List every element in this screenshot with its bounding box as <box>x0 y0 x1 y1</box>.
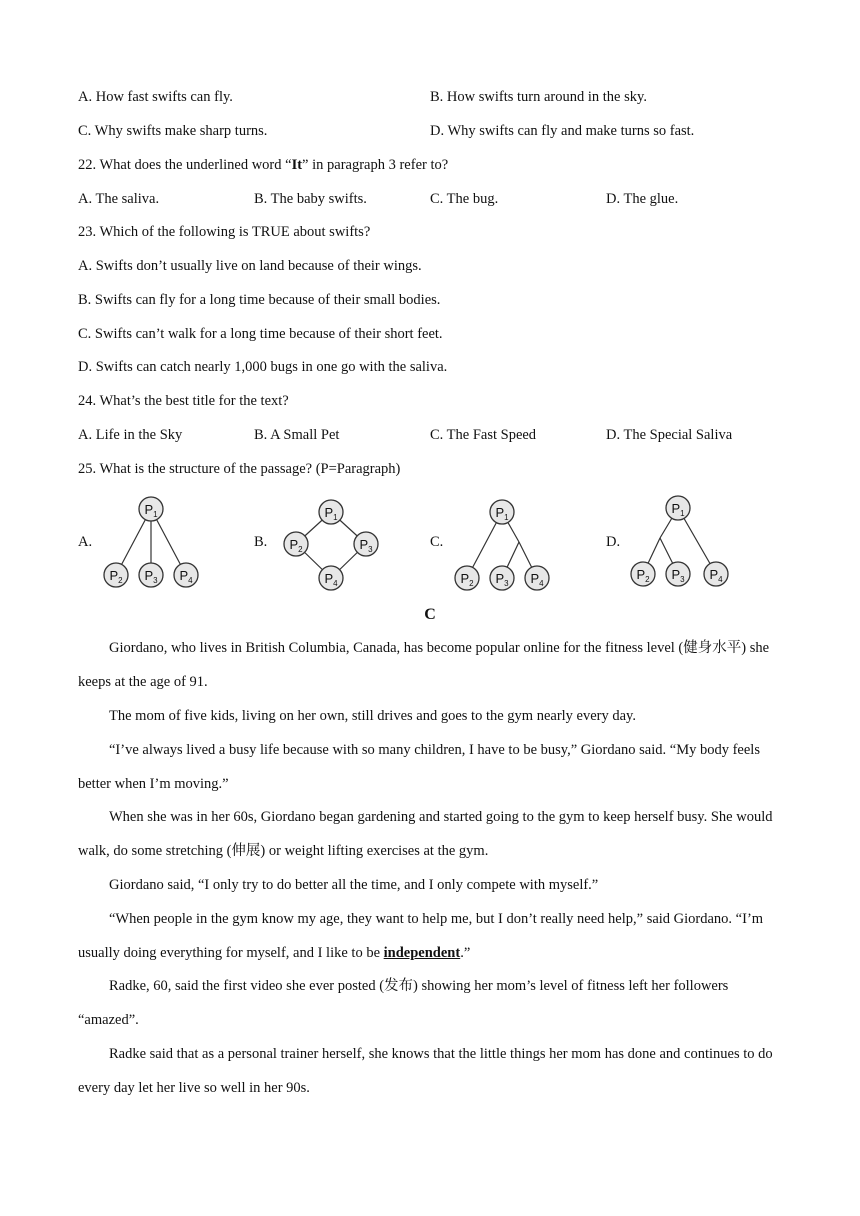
diagram-b-node-p3 <box>354 532 378 556</box>
q25-stem: 25. What is the structure of the passage? (P=Paragraph) <box>78 461 401 477</box>
structure-diagram-c <box>446 496 558 594</box>
svg-text:P3: $P_3$ <box>495 571 509 588</box>
svg-text:P3: $P_3$ <box>359 537 373 554</box>
q23-option-c: C. Swifts can’t walk for a long time because of their short feet. <box>78 326 443 342</box>
diagram-d-node-p3 <box>666 562 690 586</box>
q25-option-d-letter: D. <box>606 534 621 550</box>
q23-option-d: D. Swifts can catch nearly 1,000 bugs in one go with the saliva. <box>78 359 448 375</box>
passage-paragraph-3: “I’ve always lived a busy life because with so many children, I have to be busy,” Giordano said. “My body feels better when I’m moving.” <box>78 742 760 792</box>
diagram-c-node-p2 <box>455 566 479 590</box>
q22-option-c: C. The bug. <box>430 191 499 207</box>
diagram-a-node-p2 <box>104 563 128 587</box>
diagram-d-node-p2 <box>631 562 655 586</box>
passage-paragraph-6: “When people in the gym know my age, they want to help me, but I don’t really need help,” said Giordano. “I’m usually doing everything for myself, and I like to be independent.” <box>78 911 764 961</box>
svg-text:P4: $P_4$ <box>709 567 723 584</box>
svg-text:P3: $P_3$ <box>144 568 158 585</box>
q24-option-a: A. Life in the Sky <box>78 427 183 443</box>
svg-text:P1: $P_1$ <box>671 501 685 518</box>
q23-stem: 23. Which of the following is TRUE about swifts? <box>78 224 371 240</box>
q21-option-d: D. Why swifts can fly and make turns so fast. <box>430 123 695 139</box>
diagram-d-node-p4 <box>704 562 728 586</box>
svg-text:P2: $P_2$ <box>289 537 303 554</box>
q22-option-d: D. The glue. <box>606 191 679 207</box>
diagram-b-node-p1 <box>319 500 343 524</box>
q22-option-a: A. The saliva. <box>78 191 160 207</box>
passage-paragraph-1: Giordano, who lives in British Columbia, Canada, has become popular online for the fitness level (健身水平) she keeps at the age of 91. <box>78 640 770 690</box>
svg-text:P2: $P_2$ <box>636 567 650 584</box>
diagram-b-node-p2 <box>284 532 308 556</box>
passage-paragraph-5: Giordano said, “I only try to do better all the time, and I only compete with myself.” <box>109 877 599 893</box>
q24-option-b: B. A Small Pet <box>254 427 340 443</box>
svg-text:P2: $P_2$ <box>109 568 123 585</box>
q22-stem: 22. What does the underlined word “It” in paragraph 3 refer to? <box>78 157 449 173</box>
passage-paragraph-2: The mom of five kids, living on her own, still drives and goes to the gym nearly every day. <box>109 708 636 724</box>
diagram-d-node-p1 <box>666 496 690 520</box>
structure-diagram-b <box>276 496 386 594</box>
diagram-c-node-p3 <box>490 566 514 590</box>
q25-option-b-letter: B. <box>254 534 268 550</box>
q21-option-c: C. Why swifts make sharp turns. <box>78 123 268 139</box>
underlined-word-independent: independent <box>383 945 461 961</box>
svg-text:P4: $P_4$ <box>530 571 544 588</box>
passage-paragraph-8: Radke said that as a personal trainer herself, she knows that the little things her mom has done and continues to do every day let her live so well in her 90s. <box>78 1046 773 1096</box>
svg-text:P1: $P_1$ <box>324 505 338 522</box>
q23-option-a: A. Swifts don’t usually live on land because of their wings. <box>78 258 422 274</box>
diagram-a-node-p3 <box>139 563 163 587</box>
q24-option-c: C. The Fast Speed <box>430 427 537 443</box>
q24-stem: 24. What’s the best title for the text? <box>78 393 289 409</box>
diagram-c-node-p1 <box>490 500 514 524</box>
svg-text:P1: $P_1$ <box>495 505 509 522</box>
structure-diagram-a <box>96 493 206 591</box>
diagram-a-node-p1 <box>139 497 163 521</box>
section-heading: C <box>424 606 436 623</box>
passage-paragraph-4: When she was in her 60s, Giordano began gardening and started going to the gym to keep herself busy. She would walk, do some stretching (伸展) or weight lifting exercises at the gym. <box>78 809 773 859</box>
q24-option-d: D. The Special Saliva <box>606 427 733 443</box>
q25-option-c-letter: C. <box>430 534 444 550</box>
diagram-c-node-p4 <box>525 566 549 590</box>
svg-text:P3: $P_3$ <box>671 567 685 584</box>
svg-text:P4: $P_4$ <box>179 568 193 585</box>
q21-option-b: B. How swifts turn around in the sky. <box>430 89 647 105</box>
svg-text:P1: $P_1$ <box>144 502 158 519</box>
q25-option-a-letter: A. <box>78 534 93 550</box>
diagram-a-node-p4 <box>174 563 198 587</box>
svg-text:P4: $P_4$ <box>324 571 338 588</box>
diagram-b-node-p4 <box>319 566 343 590</box>
structure-diagram-d <box>622 492 734 590</box>
svg-text:P2: $P_2$ <box>460 571 474 588</box>
q21-option-a: A. How fast swifts can fly. <box>78 89 233 105</box>
q23-option-b: B. Swifts can fly for a long time because of their small bodies. <box>78 292 441 308</box>
passage-paragraph-7: Radke, 60, said the first video she ever posted (发布) showing her mom’s level of fitness left her followers “amazed”. <box>78 978 729 1028</box>
q22-option-b: B. The baby swifts. <box>254 191 367 207</box>
